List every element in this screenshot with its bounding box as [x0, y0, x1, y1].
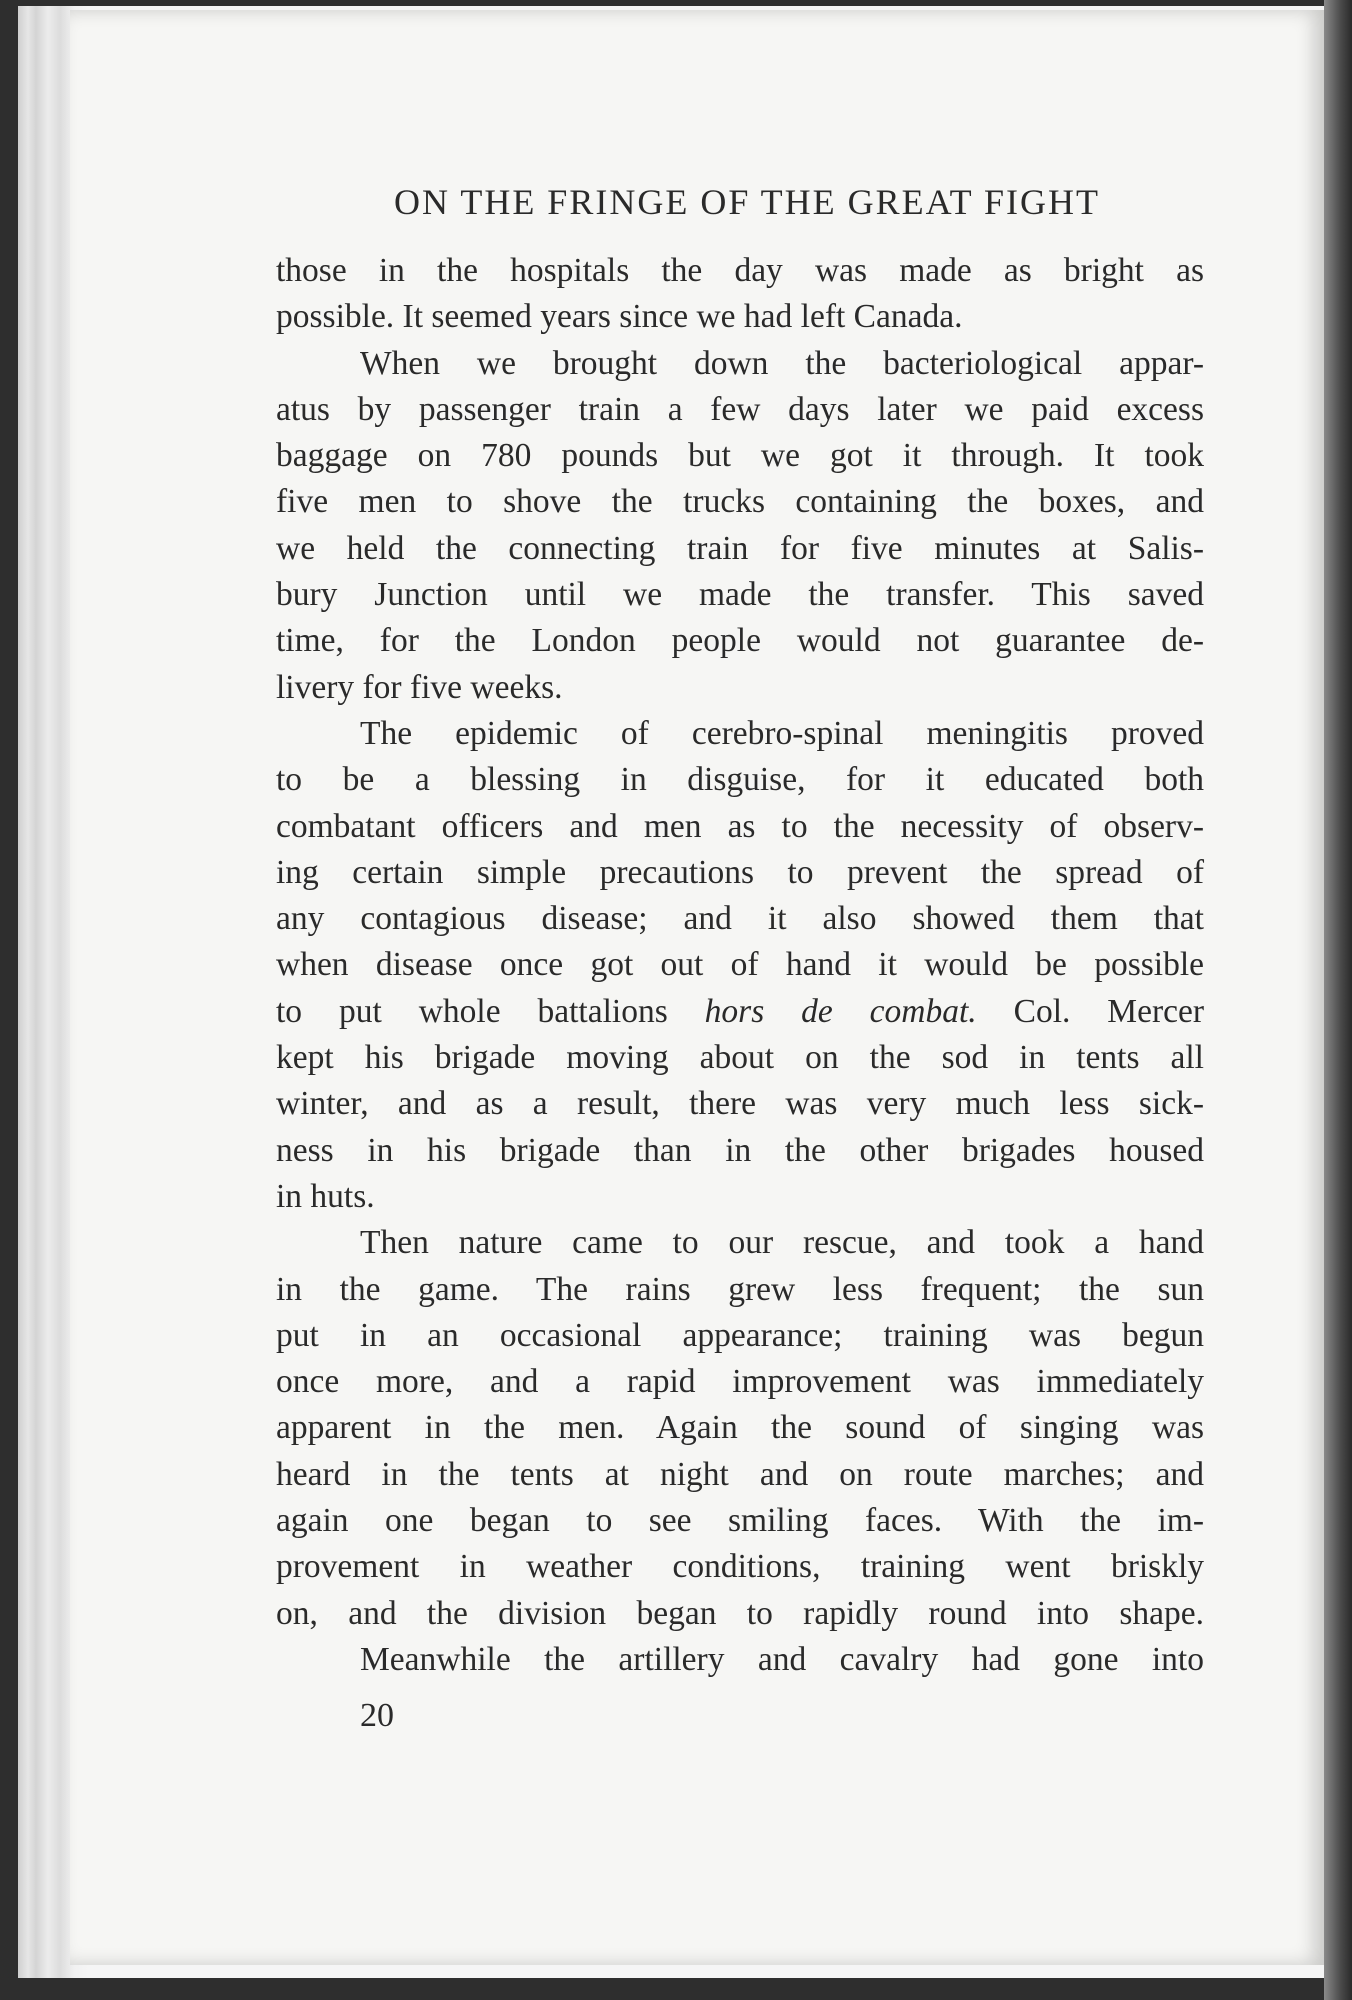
text-line: baggage on 780 pounds but we got it through. It took	[276, 437, 1204, 475]
text-line: atus by passenger train a few days later we paid excess	[276, 390, 1204, 428]
text-line: ing certain simple precautions to prevent the spread of	[276, 853, 1204, 891]
text-line: those in the hospitals the day was made as bright as	[276, 252, 1204, 289]
text-line: put in an occasional appearance; training was begun	[276, 1316, 1204, 1354]
text-line: Then nature came to our rescue, and took a hand	[360, 1224, 1204, 1262]
text-line: combatant officers and men as to the necessity of observ-	[276, 807, 1204, 845]
text-line: in the game. The rains grew less frequent; the sun	[276, 1270, 1204, 1308]
text-line: apparent in the men. Again the sound of singing was	[276, 1409, 1204, 1447]
text-line: provement in weather conditions, training went briskly	[276, 1548, 1204, 1586]
text-line: we held the connecting train for five minutes at Salis-	[276, 529, 1204, 567]
text-line: on, and the division began to rapidly round into shape.	[276, 1594, 1204, 1632]
text-line: when disease once got out of hand it would be possible	[276, 946, 1204, 984]
body-text	[276, 248, 1204, 1683]
text-segment: Col. Mercer	[976, 992, 1205, 1030]
text-line: ness in his brigade than in the other brigades housed	[276, 1131, 1204, 1169]
text-line: livery for five weeks.	[276, 668, 563, 706]
text-line: winter, and as a result, there was very much less sick-	[276, 1085, 1204, 1123]
text-line: five men to shove the trucks containing the boxes, and	[276, 483, 1204, 521]
text-line-with-italic	[276, 989, 1204, 1035]
text-line: to be a blessing in disguise, for it educated both	[276, 761, 1204, 799]
text-line: When we brought down the bacteriological appar-	[360, 344, 1204, 382]
text-line: again one began to see smiling faces. With the im-	[276, 1502, 1204, 1540]
text-line: heard in the tents at night and on route marches; and	[276, 1455, 1204, 1493]
page-number: 20	[360, 1697, 394, 1735]
italic-phrase: hors de combat.	[704, 992, 977, 1030]
running-head: ON THE FRINGE OF THE GREAT FIGHT	[393, 182, 1101, 222]
text-line: once more, and a rapid improvement was immediately	[276, 1363, 1204, 1401]
text-line: time, for the London people would not guarantee de-	[276, 622, 1204, 660]
text-line: bury Junction until we made the transfer. This saved	[276, 576, 1204, 614]
text-line: Meanwhile the artillery and cavalry had gone into	[360, 1640, 1204, 1678]
text-line: The epidemic of cerebro-spinal meningitis proved	[360, 714, 1204, 752]
text-line: in huts.	[276, 1177, 375, 1215]
text-block	[276, 178, 1204, 1739]
text-line: kept his brigade moving about on the sod in tents all	[276, 1039, 1204, 1077]
text-line: possible. It seemed years since we had left Canada.	[276, 298, 963, 336]
text-segment: to put whole battalions	[276, 992, 705, 1030]
book-spine-shadow	[1324, 0, 1352, 2000]
text-line: any contagious disease; and it also showed them that	[276, 900, 1204, 938]
